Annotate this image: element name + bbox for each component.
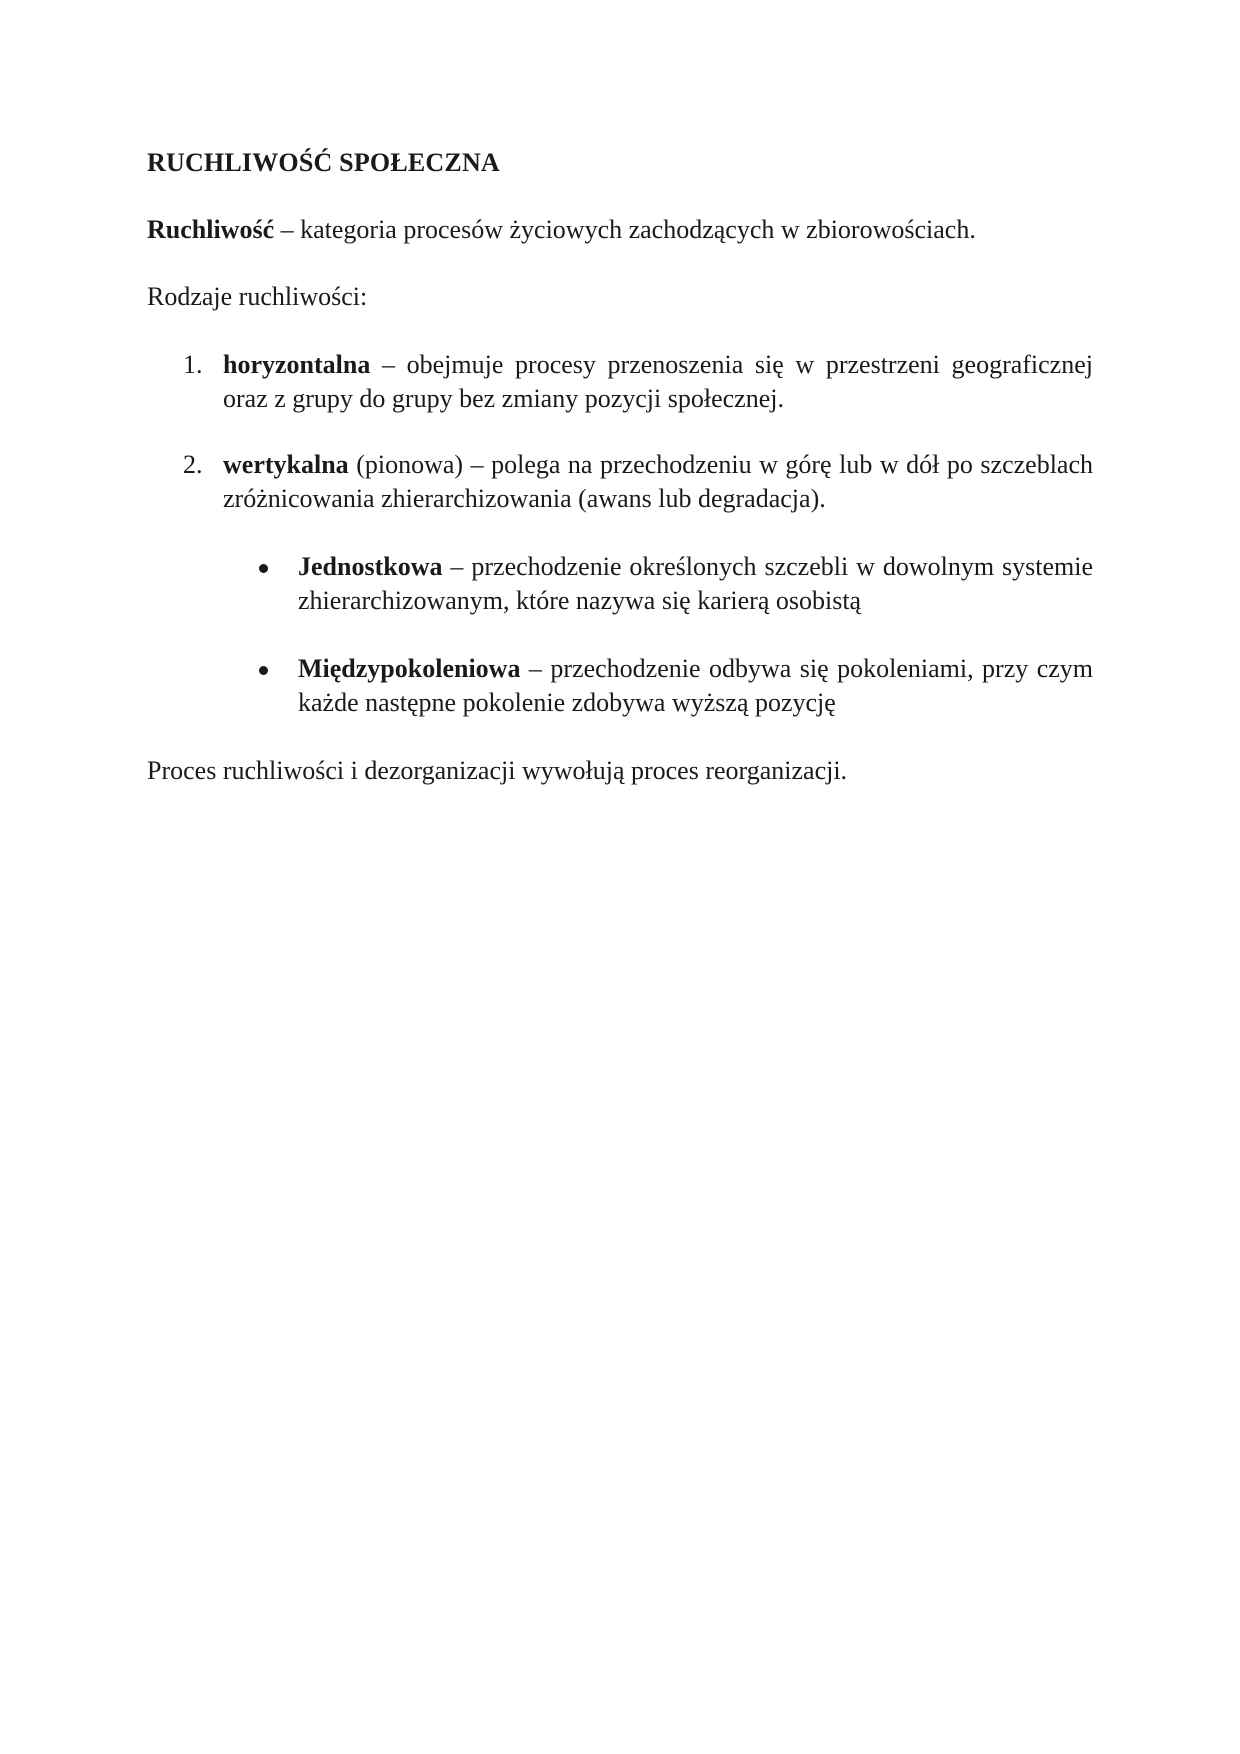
bullet-icon — [259, 666, 268, 675]
item-term: wertykalna — [223, 450, 349, 479]
bullet-body — [298, 652, 1093, 720]
item-text: – obejmuje procesy przenoszenia się w przestrzeni geograficznej oraz z grupy do grupy bez zmiany pozycji społecznej. — [223, 350, 1093, 413]
item-number: 2. — [183, 450, 203, 479]
item-body — [223, 348, 1093, 416]
bullet-body — [298, 550, 1093, 618]
bullet-text: – przechodzenie odbywa się pokoleniami, przy czym każde następne pokolenie zdobywa wyższą pozycję — [298, 654, 1093, 717]
numbered-item-vertical — [147, 448, 1093, 516]
document-title: RUCHLIWOŚĆ SPOŁECZNA — [147, 148, 500, 177]
bullet-item-intergenerational — [147, 652, 1093, 720]
item-term: horyzontalna — [223, 350, 371, 379]
bullet-icon — [259, 564, 268, 573]
definition-term: Ruchliwość — [147, 215, 275, 244]
bullet-item-individual — [147, 550, 1093, 618]
item-number: 1. — [183, 350, 203, 379]
definition-text: – kategoria procesów życiowych zachodzących w zbiorowościach. — [274, 215, 976, 244]
types-heading: Rodzaje ruchliwości: — [147, 282, 368, 311]
numbered-item-horizontal — [147, 348, 1093, 416]
item-text: (pionowa) – polega na przechodzeniu w górę lub w dół po szczeblach zróżnicowania zhierarchizowania (awans lub degradacja). — [223, 450, 1093, 513]
item-body — [223, 448, 1093, 516]
bullet-term: Międzypokoleniowa — [298, 654, 521, 683]
bullet-term: Jednostkowa — [298, 552, 443, 581]
definition-paragraph — [147, 215, 976, 245]
closing-paragraph: Proces ruchliwości i dezorganizacji wywołują proces reorganizacji. — [147, 756, 848, 785]
bullet-text: – przechodzenie określonych szczebli w dowolnym systemie zhierarchizowanym, które nazywa się karierą osobistą — [298, 552, 1093, 615]
